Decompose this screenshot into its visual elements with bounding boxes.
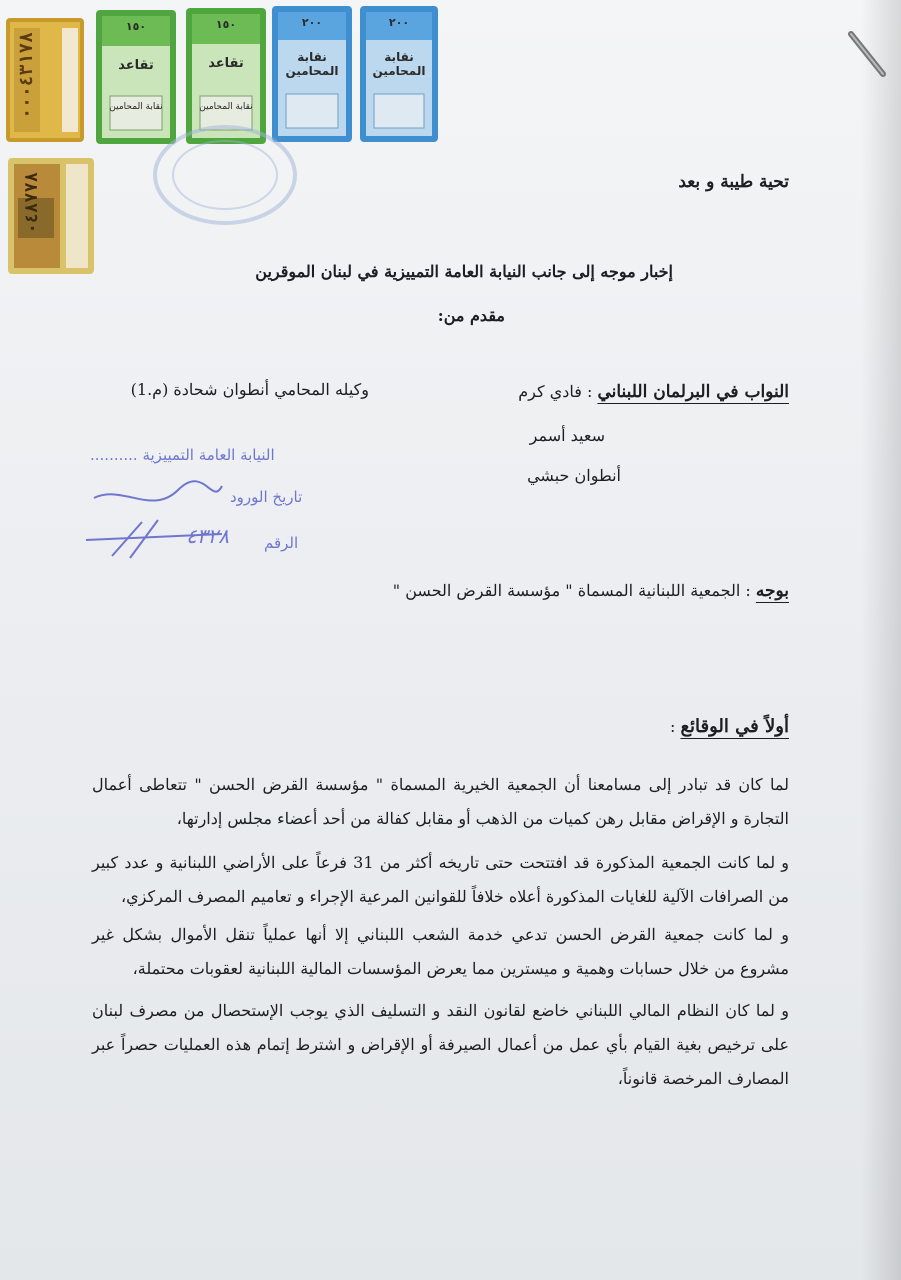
greeting: تحية طيبة و بعد: [678, 172, 789, 192]
submitter-name: أنطوان حبشي: [527, 466, 621, 485]
retirement-stamp-label: تقاعد: [208, 56, 244, 71]
submitters-row: [518, 382, 789, 402]
revenue-stamp-2: [8, 158, 94, 274]
bar-association-stamp-value: ٢٠٠: [301, 16, 323, 29]
retirement-stamp-value: ١٥٠: [125, 20, 147, 33]
submitter-name: سعيد أسمر: [529, 426, 605, 445]
pen-clip-icon: [843, 30, 893, 90]
cancellation-stamp-ring: [140, 110, 310, 240]
received-stamp-office: النيابة العامة التمييزية ..........: [90, 446, 275, 464]
handwritten-scribble: [82, 476, 232, 566]
retirement-stamp-sub: نقابة المحامين: [199, 102, 253, 112]
bar-association-stamp-label: نقابة المحامين: [285, 50, 339, 78]
document-title: إخبار موجه إلى جانب النيابة العامة التمييزية في لبنان الموقرين: [255, 262, 673, 281]
bar-association-stamp-value: ٢٠٠: [388, 16, 410, 29]
facts-paragraph: و لما كانت جمعية القرض الحسن تدعي خدمة الشعب اللبناني إلا أنها عملياً تنقل الأموال بشكل غير مشروع من خلال حسابات وهمية و ميسترين مما يعرض المؤسسات المالية اللبنانية لعقوبات محتملة،: [92, 925, 789, 978]
page-edge-shadow: [861, 0, 901, 1280]
submitted-by-label: مقدم من:: [437, 306, 505, 325]
against-row: [393, 581, 789, 601]
submitter-name: : فادي كرم: [518, 382, 593, 401]
received-stamp: [82, 436, 322, 556]
attorney-line: وكيله المحامي أنطوان شحادة (م.1): [130, 380, 369, 399]
received-stamp-number-label: الرقم: [264, 534, 299, 552]
submitters-label: النواب في البرلمان اللبناني: [597, 382, 789, 402]
received-stamp-date-label: تاريخ الورود: [230, 488, 303, 506]
bar-association-stamp-label: نقابة المحامين: [372, 50, 426, 78]
against-text: : الجمعية اللبنانية المسماة " مؤسسة القرض الحسن ": [392, 581, 751, 600]
facts-paragraph: لما كان قد تبادر إلى مسامعنا أن الجمعية الخيرية المسماة " مؤسسة القرض الحسن " تتعاطى أعمال التجارة و الإقراض مقابل رهن كميات من الذهب أو مقابل كفالة من أحد أعضاء مجلس إدارتها،: [92, 775, 789, 828]
facts-heading: أولاً في الوقائع: [680, 716, 789, 737]
revenue-stamp-2-image: [8, 158, 94, 274]
against-label: بوجه: [755, 581, 789, 601]
retirement-stamp-value: ١٥٠: [215, 18, 237, 31]
facts-heading-colon: :: [669, 717, 681, 736]
facts-paragraph: و لما كانت الجمعية المذكورة قد افتتحت حتى تاريخه أكثر من 31 فرعاً على الأراضي اللبنانية و عدد كبير من الصرافات الآلية للغايات المذكورة أعلاه خلافاً للقوانين المرعية الإجراء و تعاميم المصرف المركزي،: [92, 853, 790, 906]
facts-paragraph: و لما كان النظام المالي اللبناني خاضع لقانون النقد و التسليف الذي يوجب الإستحصال من مصرف لبنان على ترخيص بغية القيام بأي عمل من أعمال الصيرفة أو الإقراض و اشترط إتمام هذه العمليات حصراً عبر المصارف المرخصة قانوناً،: [92, 1001, 789, 1088]
bar-association-stamp: [360, 6, 438, 142]
revenue-stamp: [6, 18, 84, 142]
facts-heading-row: [670, 716, 789, 737]
retirement-stamp-sub: نقابة المحامين: [109, 102, 163, 112]
revenue-stamp-2-number: ٠٤٨٧٧٨: [22, 172, 42, 234]
revenue-stamp-number: ٠٠٠٤٣١٧٨: [16, 32, 37, 119]
received-stamp-handwritten-number: ٤٣٢٨: [186, 524, 229, 548]
retirement-stamp-label: تقاعد: [118, 58, 154, 73]
